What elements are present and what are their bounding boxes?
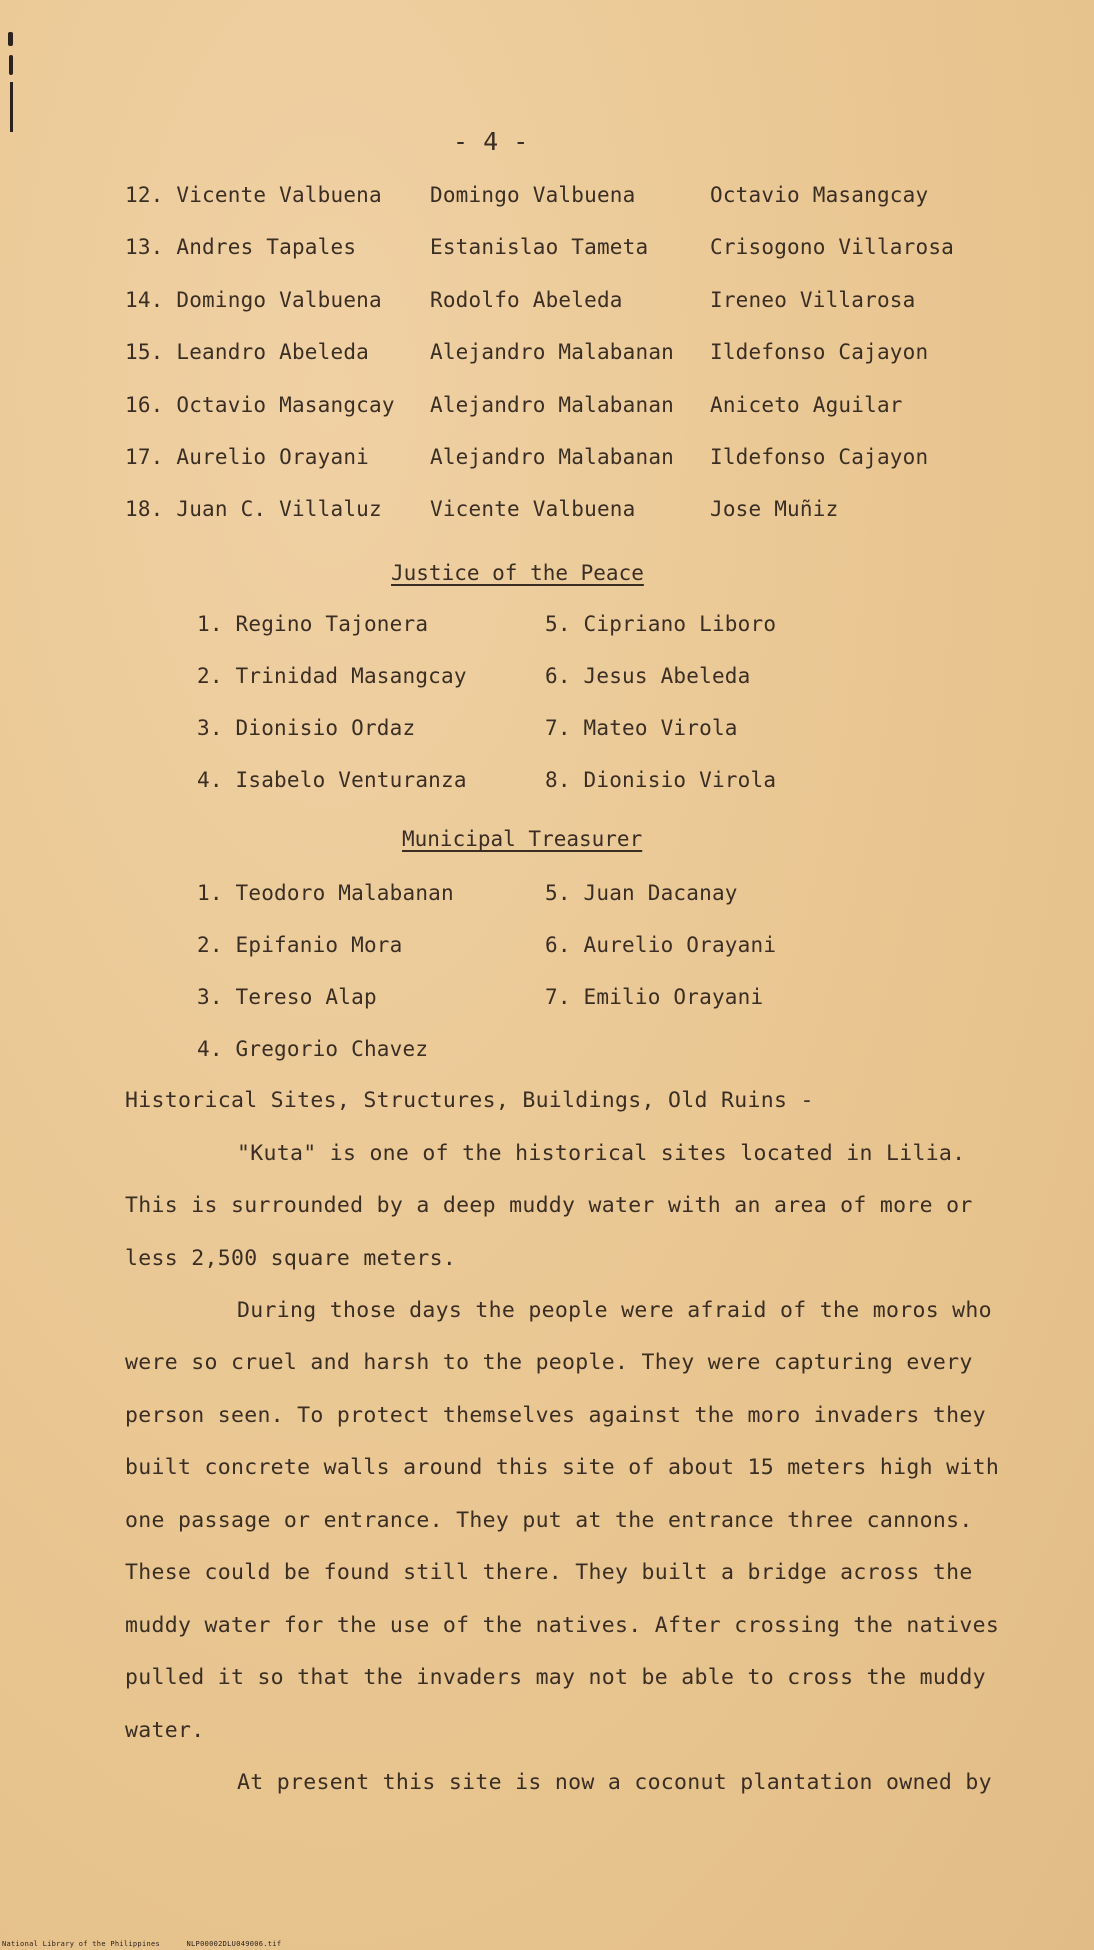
- margin-mark: [10, 82, 13, 132]
- margin-mark: [8, 32, 13, 46]
- page-number: - 4 -: [453, 127, 529, 156]
- section-heading-treasurer: Municipal Treasurer: [402, 827, 643, 851]
- paragraph-line: These could be found still there. They built a bridge across the: [125, 1560, 973, 1585]
- list-item: 8. Dionisio Virola: [545, 768, 777, 792]
- margin-mark: [9, 55, 13, 75]
- list-item: 7. Mateo Virola: [545, 716, 738, 740]
- table-cell: 12. Vicente Valbuena: [125, 183, 382, 207]
- list-item: 2. Epifanio Mora: [197, 933, 403, 957]
- list-item: 3. Tereso Alap: [197, 985, 377, 1009]
- table-cell: 13. Andres Tapales: [125, 235, 357, 259]
- list-item: 4. Isabelo Venturanza: [197, 768, 467, 792]
- table-cell: 14. Domingo Valbuena: [125, 288, 382, 312]
- table-cell: 17. Aurelio Orayani: [125, 445, 370, 469]
- list-item: 5. Juan Dacanay: [545, 881, 738, 905]
- list-item: 3. Dionisio Ordaz: [197, 716, 416, 740]
- paragraph-line: At present this site is now a coconut plantation owned by: [237, 1770, 992, 1795]
- paragraph-line: were so cruel and harsh to the people. They were capturing every: [125, 1350, 973, 1375]
- paragraph-line: During those days the people were afraid of the moros who: [237, 1298, 992, 1323]
- table-cell: Ildefonso Cajayon: [710, 340, 929, 364]
- list-item: 2. Trinidad Masangcay: [197, 664, 467, 688]
- list-item: 6. Aurelio Orayani: [545, 933, 777, 957]
- list-item: 5. Cipriano Liboro: [545, 612, 777, 636]
- table-cell: Ildefonso Cajayon: [710, 445, 929, 469]
- table-cell: Ireneo Villarosa: [710, 288, 916, 312]
- list-item: 1. Regino Tajonera: [197, 612, 429, 636]
- paragraph-line: muddy water for the use of the natives. After crossing the natives: [125, 1613, 1000, 1638]
- section-heading-justice: Justice of the Peace: [391, 561, 644, 585]
- table-cell: 15. Leandro Abeleda: [125, 340, 370, 364]
- table-cell: Jose Muñiz: [710, 497, 839, 521]
- scan-footer: [2, 1940, 303, 1948]
- paragraph-line: person seen. To protect themselves against the moro invaders they: [125, 1403, 986, 1428]
- table-cell: Rodolfo Abeleda: [430, 288, 623, 312]
- table-cell: Estanislao Tameta: [430, 235, 649, 259]
- list-item: 4. Gregorio Chavez: [197, 1037, 429, 1061]
- table-cell: Alejandro Malabanan: [430, 445, 675, 469]
- list-item: 7. Emilio Orayani: [545, 985, 764, 1009]
- table-cell: 16. Octavio Masangcay: [125, 393, 395, 417]
- footer-library: National Library of the Philippines: [2, 1940, 161, 1948]
- table-cell: Aniceto Aguilar: [710, 393, 903, 417]
- paragraph-line: less 2,500 square meters.: [125, 1246, 457, 1271]
- table-cell: Alejandro Malabanan: [430, 340, 675, 364]
- paragraph-line: This is surrounded by a deep muddy water with an area of more or: [125, 1193, 973, 1218]
- table-cell: Domingo Valbuena: [430, 183, 636, 207]
- paragraph-line: "Kuta" is one of the historical sites located in Lilia.: [237, 1141, 966, 1166]
- paragraph-line: pulled it so that the invaders may not be able to cross the muddy: [125, 1665, 986, 1690]
- section-heading-historical: Historical Sites, Structures, Buildings, Old Ruins -: [125, 1088, 814, 1113]
- paragraph-line: one passage or entrance. They put at the entrance three cannons.: [125, 1508, 973, 1533]
- paragraph-line: water.: [125, 1718, 205, 1743]
- footer-file: NLP00002DLU049006.tif: [186, 1940, 282, 1948]
- list-item: 1. Teodoro Malabanan: [197, 881, 454, 905]
- table-cell: Octavio Masangcay: [710, 183, 929, 207]
- table-cell: Crisogono Villarosa: [710, 235, 955, 259]
- paragraph-line: built concrete walls around this site of about 15 meters high with: [125, 1455, 1000, 1480]
- table-cell: 18. Juan C. Villaluz: [125, 497, 382, 521]
- table-cell: Vicente Valbuena: [430, 497, 636, 521]
- table-cell: Alejandro Malabanan: [430, 393, 675, 417]
- list-item: 6. Jesus Abeleda: [545, 664, 751, 688]
